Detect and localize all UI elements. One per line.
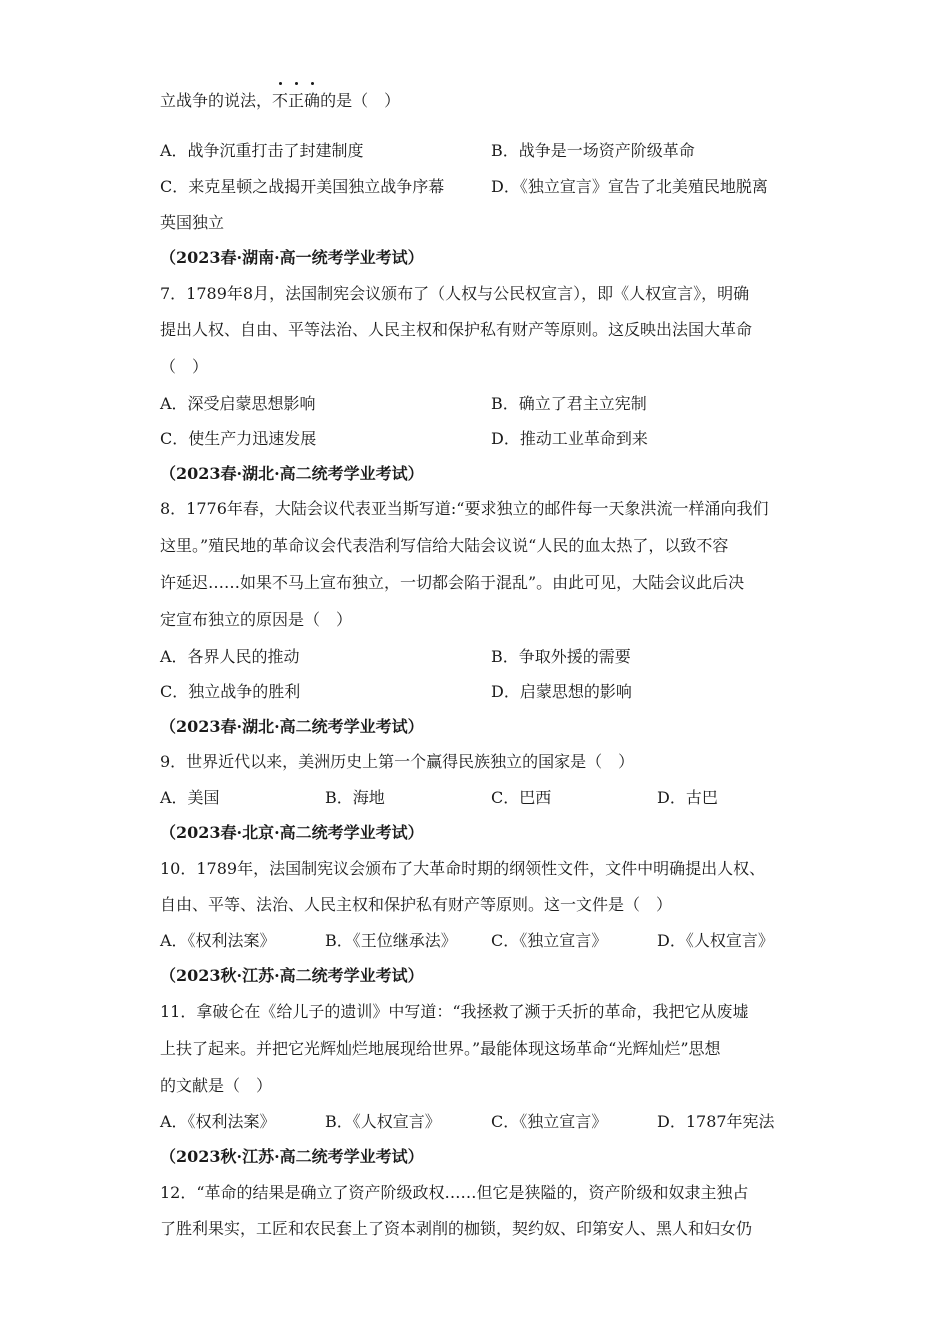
q6-option-d-continued: 英国独立 — [160, 213, 225, 232]
q10-option-d[interactable]: D．《人权宣言》 — [657, 931, 774, 950]
q10-option-a[interactable]: A．《权利法案》 — [160, 931, 276, 950]
q11-option-c[interactable]: C．《独立宣言》 — [491, 1112, 608, 1131]
q6-stem-end: 的是（ ） — [320, 91, 401, 110]
q8-stem-line: 8．1776年春，大陆会议代表亚当斯写道:“要求独立的邮件每一天象洪流一样涌向我们 — [160, 499, 769, 518]
emphasis-char: 确 — [304, 91, 321, 110]
emphasis-char: 正 — [288, 91, 305, 110]
q8-option-a[interactable]: A．各界人民的推动 — [160, 647, 300, 666]
q9-option-d[interactable]: D．古巴 — [657, 788, 718, 807]
q7-stem-line: 提出人权、自由、平等法治、人民主权和保护私有财产等原则。这反映出法国大革命 — [160, 320, 753, 339]
q9-stem: 9．世界近代以来，美洲历史上第一个赢得民族独立的国家是（ ） — [160, 752, 635, 771]
q9-source: （2023春·湖北·高二统考学业考试） — [160, 717, 424, 736]
q7-source: （2023春·湖南·高一统考学业考试） — [160, 248, 424, 267]
q10-stem-line: 自由、平等、法治、人民主权和保护私有财产等原则。这一文件是（ ） — [160, 895, 673, 914]
q9-option-a[interactable]: A．美国 — [160, 788, 220, 807]
q10-option-c[interactable]: C．《独立宣言》 — [491, 931, 608, 950]
q7-stem-line: 7．1789年8月，法国制宪会议颁布了（人权与公民权宣言），即《人权宣言》，明确 — [160, 284, 750, 303]
q7-option-c[interactable]: C．使生产力迅速发展 — [160, 429, 317, 448]
q6-option-c[interactable]: C．来克星顿之战揭开美国独立战争序幕 — [160, 177, 445, 196]
q10-source: （2023春·北京·高二统考学业考试） — [160, 823, 424, 842]
q8-source: （2023春·湖北·高二统考学业考试） — [160, 464, 424, 483]
q8-option-c[interactable]: C．独立战争的胜利 — [160, 682, 301, 701]
q10-option-b[interactable]: B．《王位继承法》 — [325, 931, 457, 950]
q6-stem-text: 立战争的说法， — [160, 91, 273, 110]
q12-source: （2023秋·江苏·高二统考学业考试） — [160, 1147, 424, 1166]
emphasis-char: 不 — [272, 91, 289, 110]
q11-option-d[interactable]: D．1787年宪法 — [657, 1112, 775, 1131]
q11-stem-line: 11．拿破仑在《给儿子的遗训》中写道：“我拯救了濒于夭折的革命，我把它从废墟 — [160, 1002, 749, 1021]
q6-option-d[interactable]: D．《独立宣言》宣告了北美殖民地脱离 — [491, 177, 768, 196]
q10-stem-line: 10．1789年，法国制宪议会颁布了大革命时期的纲领性文件，文件中明确提出人权、 — [160, 859, 766, 878]
q6-option-b[interactable]: B．战争是一场资产阶级革命 — [491, 141, 695, 160]
q8-stem-line: 许延迟……如果不马上宣布独立，一切都会陷于混乱”。由此可见，大陆会议此后决 — [160, 573, 745, 592]
q7-stem-line: （ ） — [160, 357, 209, 376]
q7-option-d[interactable]: D．推动工业革命到来 — [491, 429, 648, 448]
q12-stem-line: 了胜利果实，工匠和农民套上了资本剥削的枷锁，契约奴、印第安人、黑人和妇女仍 — [160, 1219, 753, 1238]
q12-stem-line: 12．“革命的结果是确立了资产阶级政权……但它是狭隘的，资产阶级和奴隶主独占 — [160, 1183, 749, 1202]
q7-option-a[interactable]: A．深受启蒙思想影响 — [160, 394, 316, 413]
q7-option-b[interactable]: B．确立了君主立宪制 — [491, 394, 647, 413]
q8-stem-line: 这里。”殖民地的革命议会代表浩利写信给大陆会议说“人民的血太热了，以致不容 — [160, 536, 729, 555]
q11-stem-line: 的文献是（ ） — [160, 1076, 273, 1095]
q11-source: （2023秋·江苏·高二统考学业考试） — [160, 966, 424, 985]
q11-stem-line: 上扶了起来。并把它光辉灿烂地展现给世界。”最能体现这场革命“光辉灿烂”思想 — [160, 1039, 721, 1058]
q9-option-c[interactable]: C．巴西 — [491, 788, 552, 807]
q11-option-b[interactable]: B．《人权宣言》 — [325, 1112, 441, 1131]
q6-option-a[interactable]: A．战争沉重打击了封建制度 — [160, 141, 364, 160]
q9-option-b[interactable]: B．海地 — [325, 788, 385, 807]
q8-option-b[interactable]: B．争取外援的需要 — [491, 647, 631, 666]
q8-stem-line: 定宣布独立的原因是（ ） — [160, 610, 353, 629]
q11-option-a[interactable]: A．《权利法案》 — [160, 1112, 276, 1131]
q8-option-d[interactable]: D．启蒙思想的影响 — [491, 682, 632, 701]
q6-stem — [160, 91, 790, 111]
